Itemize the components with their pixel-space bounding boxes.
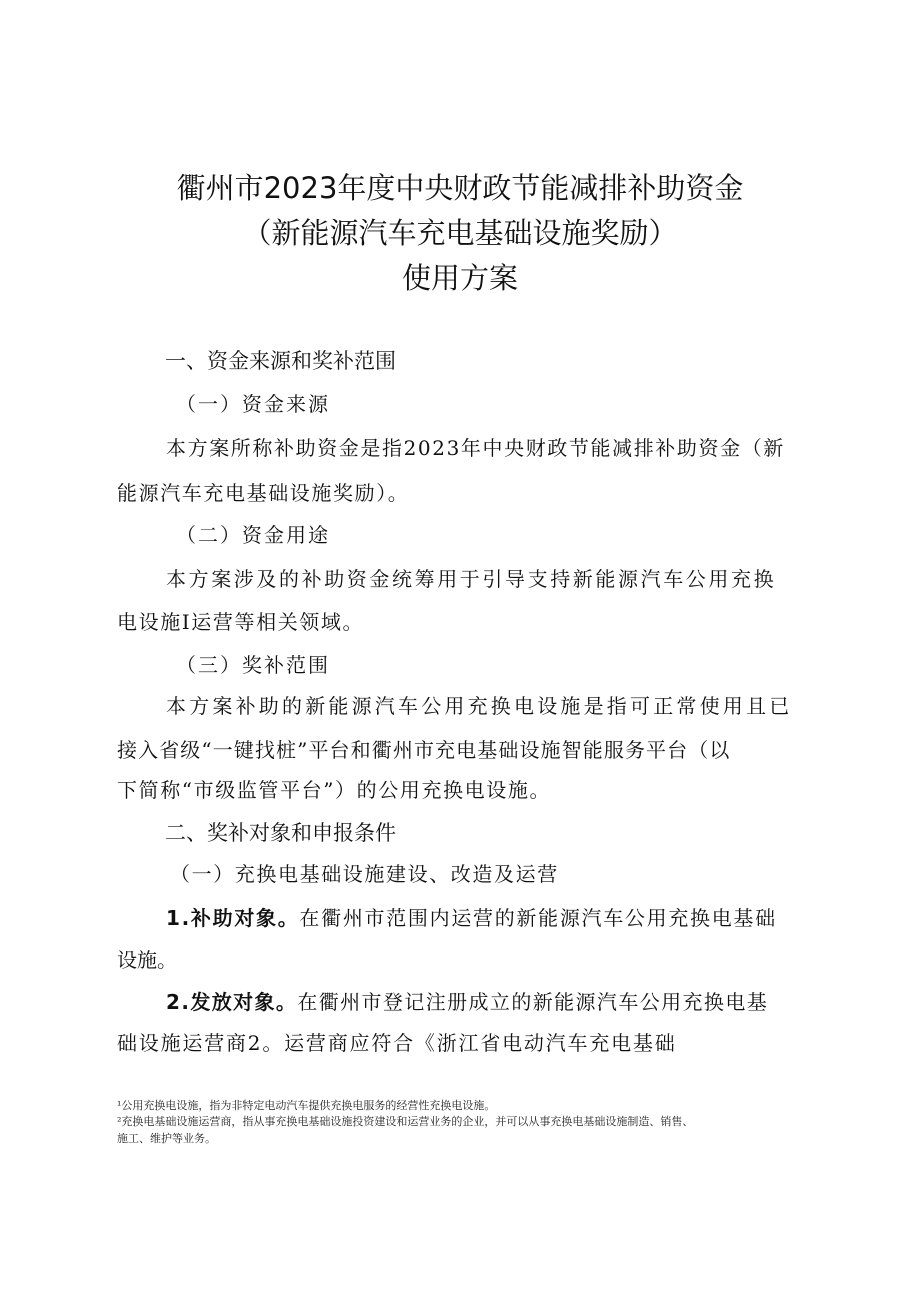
section1-sub2-heading: （二）资金用途 — [176, 523, 330, 547]
section1-sub3-heading: （三）奖补范围 — [176, 653, 330, 677]
section1-sub1-heading: （一）资金来源 — [176, 392, 330, 416]
section2-item2-line1 — [166, 986, 856, 1015]
section1-sub3-para-line3: 下简称“市级监管平台”）的公用充换电设施。 — [117, 778, 552, 802]
doc-title-line2: （新能源汽车充电基础设施奖励） — [242, 216, 678, 250]
doc-title-line3: 使用方案 — [401, 261, 518, 295]
section2-heading: 二、奖补对象和申报条件 — [165, 821, 396, 845]
section2-sub1-heading: （一）充换电基础设施建设、改造及运营 — [170, 862, 559, 886]
doc-title-line1: 衢州市2023年度中央财政节能减排补助资金 — [176, 171, 744, 205]
item1-label: 1.补助对象。 — [166, 906, 300, 930]
section1-sub1-para-line1: 本方案所称补助资金是指2023年中央财政节能减排补助资金（新 — [166, 436, 785, 460]
section2-item2-line2: 础设施运营商2。运营商应符合《浙江省电动汽车充电基础 — [117, 1031, 677, 1055]
item2-text: 在衢州市登记注册成立的新能源汽车公用充换电基 — [297, 990, 769, 1014]
section1-sub1-para-line2: 能源汽车充电基础设施奖励）。 — [117, 481, 410, 505]
section1-heading: 一、资金来源和奖补范围 — [165, 349, 396, 373]
item1-text: 在衢州市范围内运营的新能源汽车公用充换电基础 — [299, 906, 777, 930]
section1-sub2-para-line1: 本方案涉及的补助资金统筹用于引导支持新能源汽车公用充换 — [166, 567, 777, 591]
section1-sub3-para-line2: 接入省级“一键找桩”平台和衢州市充电基础设施智能服务平台（以 — [117, 738, 731, 762]
footnote-2-line2: 施工、维护等业务。 — [117, 1132, 216, 1145]
section1-sub2-para-line2: 电设施I运营等相关领域。 — [117, 610, 365, 634]
item2-label: 2.发放对象。 — [166, 990, 298, 1014]
section2-item1-line2: 设施。 — [117, 948, 177, 972]
footnote-2-line1: ²充换电基础设施运营商，指从事充换电基础设施投资建设和运营业务的企业，并可以从事充换电基础设施制造、销售、 — [117, 1115, 694, 1128]
section1-sub3-para-line1: 本方案补助的新能源汽车公用充换电设施是指可正常使用且已 — [166, 694, 793, 718]
section2-item1-line1 — [166, 902, 856, 931]
footnote-1: ¹公用充换电设施，指为非特定电动汽车提供充换电服务的经营性充换电设施。 — [117, 1099, 496, 1112]
